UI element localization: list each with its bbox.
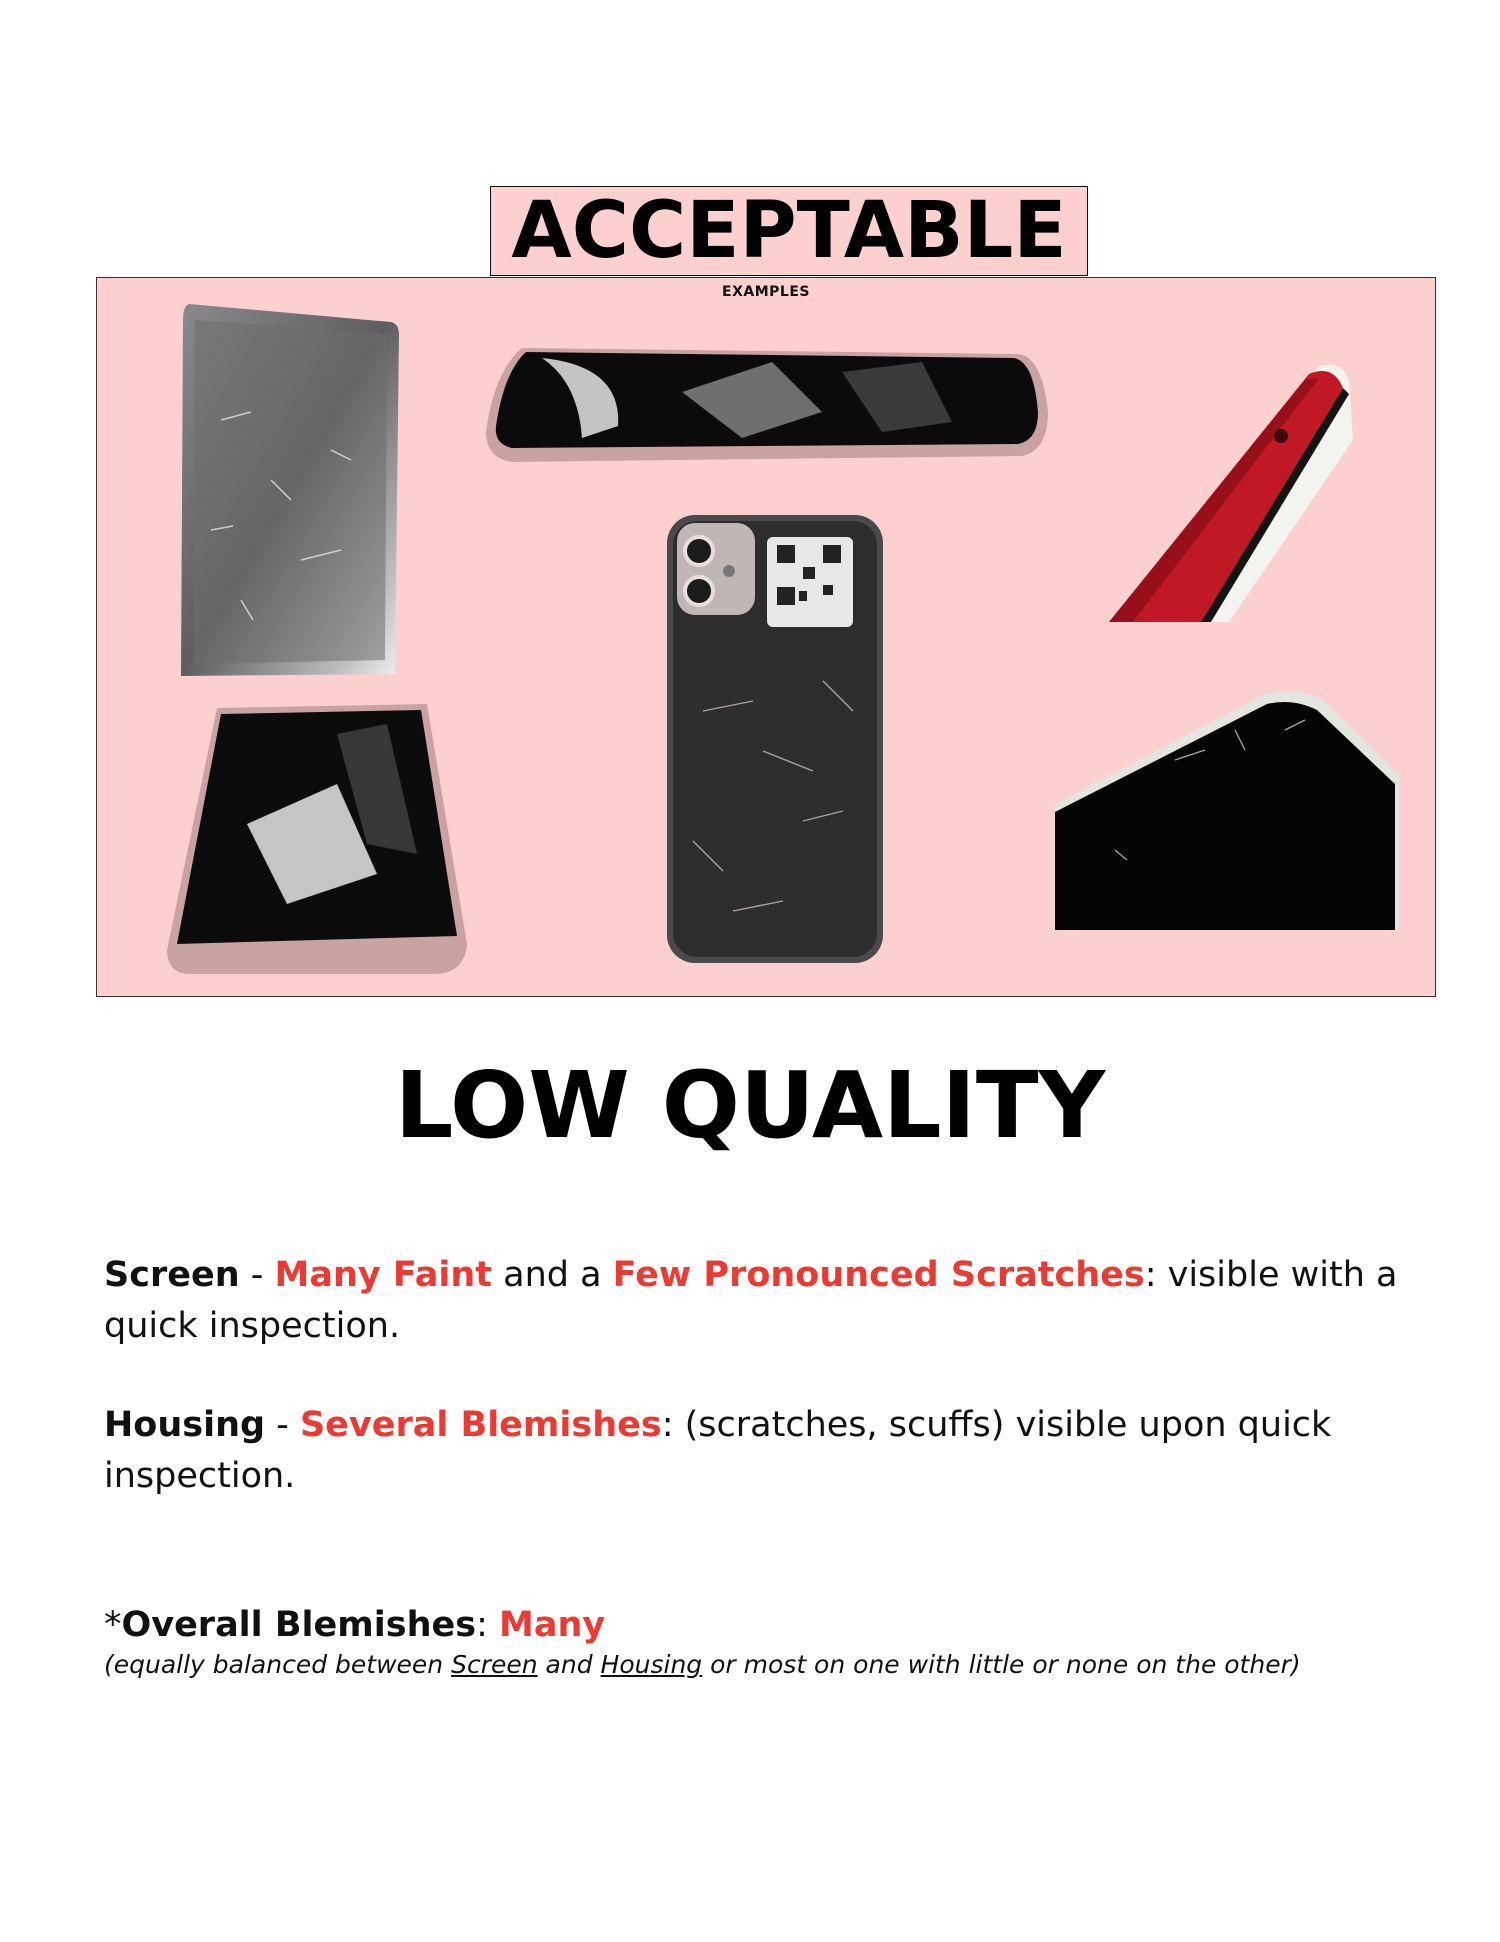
examples-panel [96,277,1436,997]
balance-note [104,1650,1301,1679]
overall-label: Overall Blemishes [121,1605,477,1645]
phone-corner-scratches-photo [1055,690,1399,930]
note-part-1: (equally balanced between [104,1650,452,1679]
phone-back-qr-sticker-photo [663,511,887,967]
note-housing-link: Housing [600,1650,703,1679]
screen-desc-text: : visible with a quick inspection. [104,1255,1398,1346]
note-part-2: and [537,1650,601,1679]
housing-separator: - [265,1405,300,1445]
overall-prefix: * [104,1605,122,1645]
title-banner [490,186,1088,276]
housing-highlight: Several Blemishes [299,1405,662,1445]
screen-highlight-pronounced: Few Pronounced Scratches [612,1255,1145,1295]
overall-blemishes [104,1600,1404,1651]
page-title: ACCEPTABLE [511,186,1067,276]
screen-separator: - [239,1255,275,1295]
examples-label: EXAMPLES [722,284,810,300]
red-phone-edge-photo [1109,360,1365,622]
screen-mid-text: and a [492,1255,613,1295]
screen-description [104,1250,1404,1352]
phone-side-screen-photo [482,342,1052,470]
note-part-3: or most on one with little or none on the other) [702,1650,1301,1679]
phone-angled-screen-photo [167,704,467,976]
quality-heading: LOW QUALITY [394,1052,1106,1159]
scratched-screen-closeup-photo [181,300,403,676]
note-screen-link: Screen [451,1650,538,1679]
housing-label: Housing [104,1405,266,1445]
screen-highlight-faint: Many Faint [274,1255,492,1295]
overall-colon: : [476,1605,499,1645]
housing-description [104,1400,1404,1502]
screen-label: Screen [104,1255,240,1295]
overall-value: Many [499,1605,606,1645]
housing-desc-text: : (scratches, scuffs) visible upon quick inspection. [104,1405,1332,1496]
